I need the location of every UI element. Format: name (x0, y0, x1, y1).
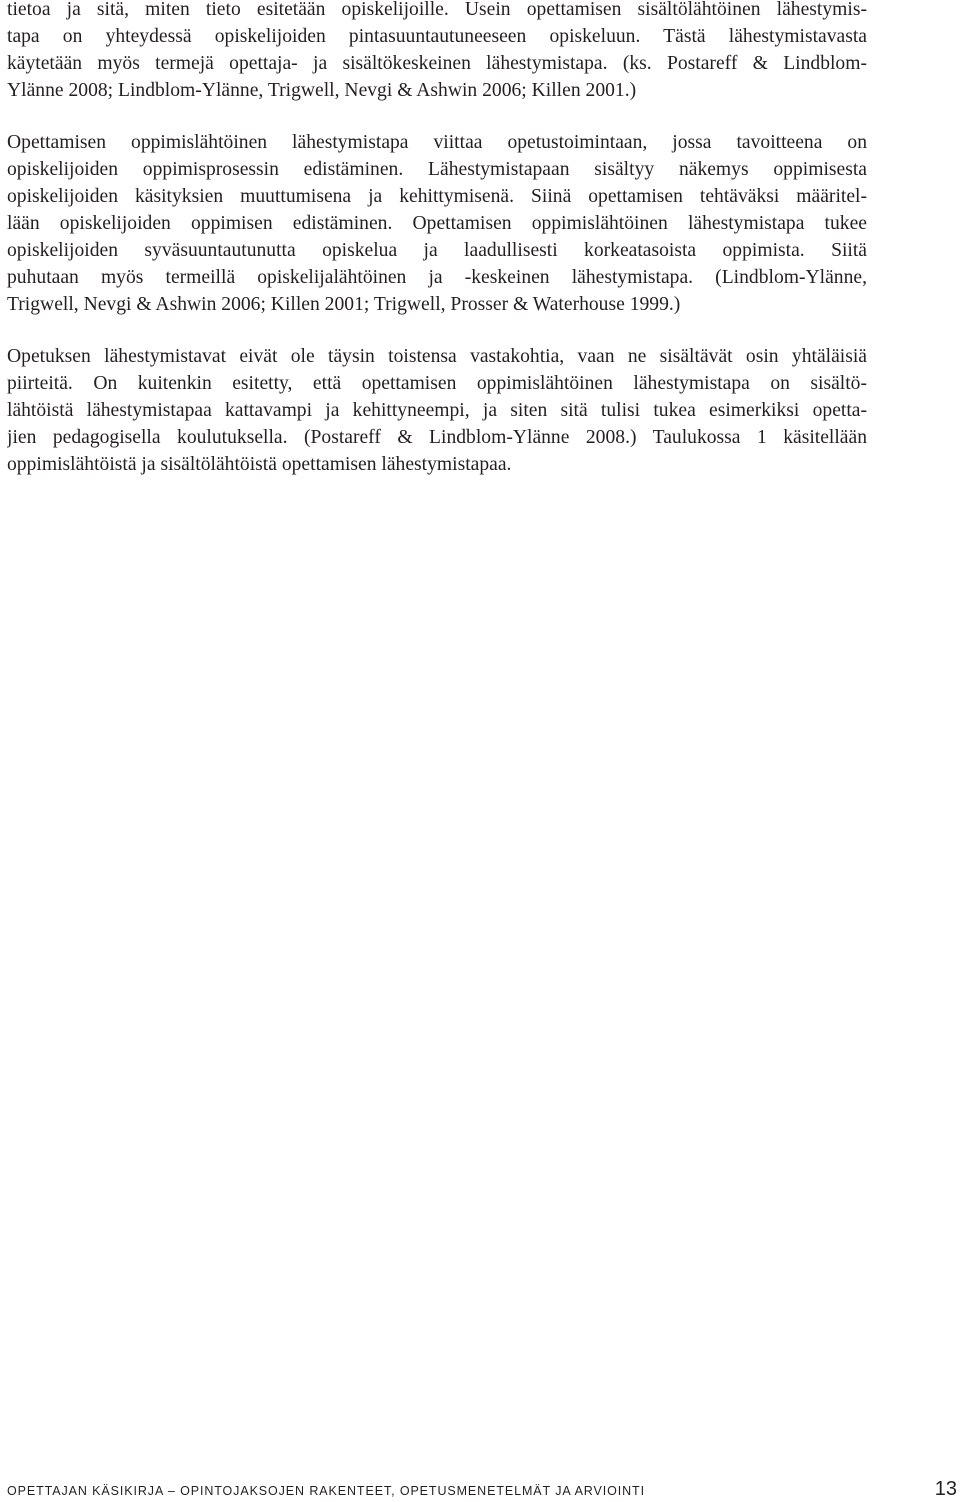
text-line: Opetuksen lähestymistavat eivät ole täysin toistensa vastakohtia, vaan ne sisältävät osin yhtäläisiä (7, 346, 867, 367)
paragraph-spacer (7, 104, 867, 129)
text-line: lähtöistä lähestymistapaa kattavampi ja kehittyneempi, ja siten sitä tulisi tukea esimerkiksi opetta- (7, 400, 867, 421)
paragraph-1 (7, 0, 867, 104)
text-line: puhutaan myös termeillä opiskelijalähtöinen ja -keskeinen lähestymistapa. (Lindblom-Ylänne, (7, 267, 867, 288)
text-line: oppimislähtöistä ja sisältölähtöistä opettamisen lähestymistapaa. (7, 454, 512, 475)
text-line: lään opiskelijoiden oppimisen edistäminen. Opettamisen oppimislähtöinen lähestymistapa tukee (7, 213, 867, 234)
text-line: Ylänne 2008; Lindblom-Ylänne, Trigwell, Nevgi & Ashwin 2006; Killen 2001.) (7, 80, 637, 101)
text-line: opiskelijoiden oppimisprosessin edistäminen. Lähestymistapaan sisältyy näkemys oppimisesta (7, 159, 867, 180)
text-line: Trigwell, Nevgi & Ashwin 2006; Killen 2001; Trigwell, Prosser & Waterhouse 1999.) (7, 294, 681, 315)
page-number: 13 (934, 1478, 957, 1500)
text-line: käytetään myös termejä opettaja- ja sisältökeskeinen lähestymistapa. (ks. Postareff & Lindblom- (7, 53, 867, 74)
text-line: tapa on yhteydessä opiskelijoiden pintasuuntautuneeseen opiskeluun. Tästä lähestymistavasta (7, 26, 867, 47)
paragraph-2 (7, 129, 867, 318)
paragraph-3 (7, 343, 867, 478)
text-line: tietoa ja sitä, miten tieto esitetään opiskelijoille. Usein opettamisen sisältölähtöinen lähestymis- (7, 0, 867, 20)
text-line: opiskelijoiden käsityksien muuttumisena ja kehittymisenä. Siinä opettamisen tehtäväksi määritel- (7, 186, 867, 207)
page-footer (7, 1478, 957, 1502)
text-line: Opettamisen oppimislähtöinen lähestymistapa viittaa opetustoimintaan, jossa tavoitteena on (7, 132, 867, 153)
document-body (7, 0, 867, 478)
running-footer-title: OPETTAJAN KÄSIKIRJA – OPINTOJAKSOJEN RAKENTEET, OPETUSMENETELMÄT JA ARVIOINTI (7, 1484, 645, 1498)
text-line: piirteitä. On kuitenkin esitetty, että opettamisen oppimislähtöinen lähestymistapa on sisältö- (7, 373, 867, 394)
text-line: jien pedagogisella koulutuksella. (Postareff & Lindblom-Ylänne 2008.) Taulukossa 1 käsitellään (7, 427, 867, 448)
text-line: opiskelijoiden syväsuuntautunutta opiskelua ja laadullisesti korkeatasoista oppimista. Siitä (7, 240, 867, 261)
paragraph-spacer (7, 318, 867, 343)
